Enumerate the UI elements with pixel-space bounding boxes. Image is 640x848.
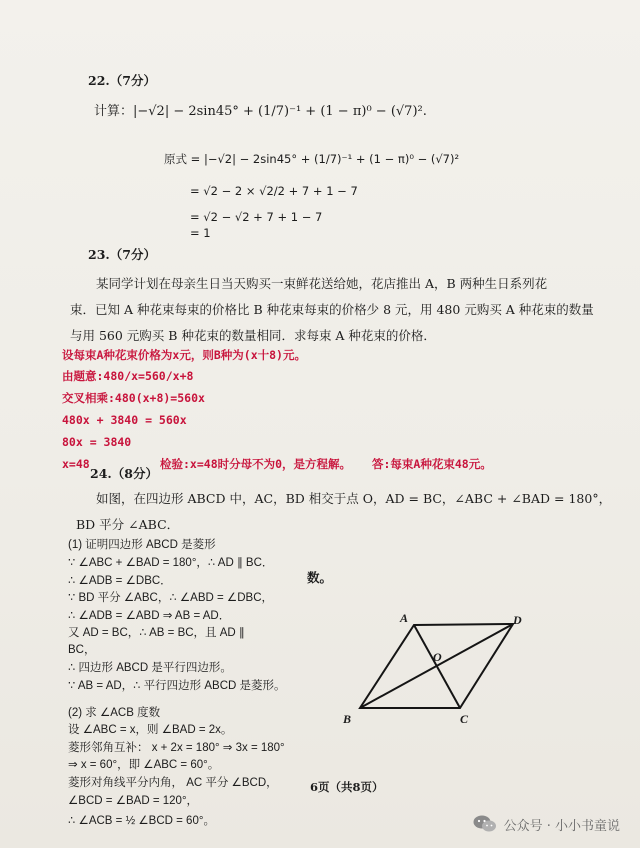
q24-part1-step-8: ∵ AB = AD，∴ 平行四边形 ABCD 是菱形。	[68, 680, 286, 692]
vertex-c-label: C	[460, 712, 469, 726]
page-number: 6页（共8页）	[310, 780, 384, 794]
q23-answer-solution: x=48	[62, 457, 90, 471]
wechat-icon	[472, 814, 498, 834]
q22-solution-line-4: = 1	[190, 226, 211, 240]
vertex-a-label: A	[400, 611, 409, 625]
q24-part1-step-4: ∴ ∠ADB = ∠ABD ⇒ AB = AD．	[68, 610, 231, 622]
q22-solution-line-2: = √2 − 2 × √2/2 + 7 + 1 − 7	[190, 184, 358, 198]
q24-stem-line-2: BD 平分 ∠ABC．	[76, 517, 180, 532]
q22-header: 22.（7分）	[88, 73, 156, 88]
q24-part2-step-3: ⇒ x = 60°，即 ∠ABC = 60°。	[68, 759, 220, 771]
q24-stem-line-1: 如图，在四边形 ABCD 中，AC，BD 相交于点 O，AD = BC，∠ABC + ∠BAD = 180°，	[96, 491, 612, 506]
center-o-label: O	[433, 650, 442, 664]
vertex-b-label: B	[343, 712, 352, 726]
q24-text-fragment: 数。	[307, 570, 333, 585]
q23-answer-simplify: 80x = 3840	[62, 435, 132, 449]
watermark-text: 公众号 · 小小书童说	[503, 818, 620, 834]
q23-answer-expand: 480x + 3840 = 560x	[62, 413, 187, 427]
q23-answer-cross-multiply: 交叉相乘:480(x+8)=560x	[62, 391, 205, 405]
rhombus-figure	[330, 600, 540, 730]
q23-answer-check: 检验:x=48时分母不为0，是方程解。	[160, 457, 352, 471]
q23-stem-line-3: 与用 560 元购买 B 种花束的数量相同．求每束 A 种花束的价格．	[70, 328, 436, 343]
diagonal-bd	[360, 624, 513, 708]
q24-header: 24.（8分）	[90, 466, 158, 481]
q23-answer-equation: 由题意:480/x=560/x+8	[62, 369, 194, 383]
q24-part1-step-6: BC，	[68, 644, 96, 656]
q24-part2-title: (2) 求 ∠ACB 度数	[68, 707, 161, 719]
q23-stem-line-1: 某同学计划在母亲生日当天购买一束鲜花送给她，花店推出 A，B 两种生日系列花	[96, 276, 548, 291]
q22-problem: 计算：|−√2| − 2sin45° + (1/7)⁻¹ + (1 − π)⁰ − (√7)².	[94, 104, 427, 119]
q22-solution-line-3: = √2 − √2 + 7 + 1 − 7	[190, 210, 323, 224]
q24-part2-step-6: ∴ ∠ACB = ½ ∠BCD = 60°。	[68, 815, 215, 827]
q24-part2-step-1: 设 ∠ABC = x，则 ∠BAD = 2x。	[68, 724, 233, 736]
q24-part1-title: (1) 证明四边形 ABCD 是菱形	[68, 539, 216, 551]
q23-header: 23.（7分）	[88, 247, 156, 262]
q24-part1-step-5: 又 AD = BC，∴ AB = BC，且 AD ∥	[68, 627, 245, 639]
q23-stem-line-2: 束．已知 A 种花束每束的价格比 B 种花束每束的价格少 8 元，用 480 元购买 A 种花束的数量	[70, 302, 594, 317]
q24-part2-step-2: 菱形邻角互补： x + 2x = 180° ⇒ 3x = 180°	[68, 742, 285, 754]
q24-part1-step-1: ∵ ∠ABC + ∠BAD = 180°，∴ AD ∥ BC．	[68, 557, 274, 569]
q22-solution-line-1: 原式 = |−√2| − 2sin45° + (1/7)⁻¹ + (1 − π)⁰ − (√7)²	[164, 152, 460, 166]
q23-final-answer: 答:每束A种花束48元。	[372, 457, 492, 471]
q23-answer-setup: 设每束A种花束价格为x元，则B种为(x十8)元。	[62, 348, 306, 362]
q24-part1-step-2: ∴ ∠ADB = ∠DBC．	[68, 575, 172, 587]
q24-part1-step-7: ∴ 四边形 ABCD 是平行四边形。	[68, 662, 232, 674]
q24-part1-step-3: ∵ BD 平分 ∠ABC，∴ ∠ABD = ∠DBC，	[68, 592, 273, 604]
vertex-d-label: D	[513, 613, 522, 627]
q24-part2-step-5: ∠BCD = ∠BAD = 120°，	[68, 795, 199, 807]
q24-part2-step-4: 菱形对角线平分内角， AC 平分 ∠BCD，	[68, 777, 278, 789]
watermark	[472, 814, 620, 834]
